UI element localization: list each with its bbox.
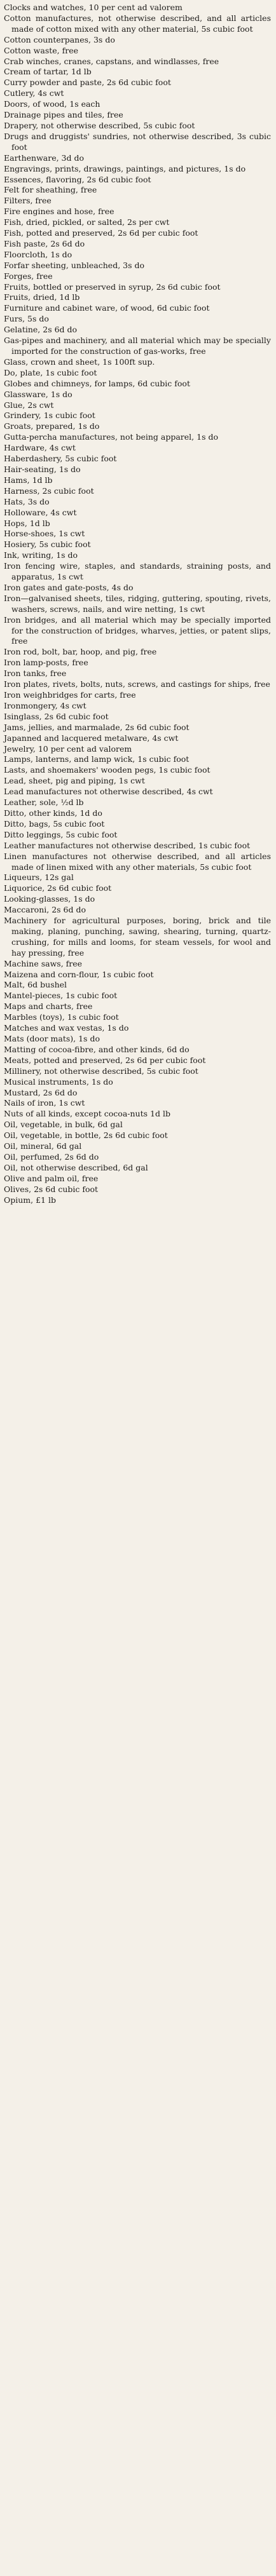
tariff-entry: Floorcloth, 1s do bbox=[4, 249, 72, 259]
tariff-entry: Iron weighbridges for carts, free bbox=[4, 690, 136, 700]
tariff-entry: Matches and wax vestas, 1s do bbox=[4, 1023, 129, 1033]
tariff-entry: Oil, perfumed, 2s 6d do bbox=[4, 1151, 99, 1162]
tariff-entry: Doors, of wood, 1s each bbox=[4, 99, 100, 109]
tariff-entry: Marbles (toys), 1s cubic foot bbox=[4, 1012, 119, 1022]
tariff-entry: Ironmongery, 4s cwt bbox=[4, 700, 86, 710]
tariff-entry: Olive and palm oil, free bbox=[4, 1173, 99, 1183]
tariff-entry: Holloware, 4s cwt bbox=[4, 507, 77, 517]
tariff-entry: Japanned and lacquered metalware, 4s cwt bbox=[4, 733, 179, 743]
tariff-entry: Essences, flavoring, 2s 6d cubic foot bbox=[4, 174, 151, 184]
tariff-entry: Haberdashery, 5s cubic foot bbox=[4, 454, 117, 464]
tariff-entry: Hardware, 4s cwt bbox=[4, 443, 76, 453]
tariff-entry: Lamps, lanterns, and lamp wick, 1s cubic foot bbox=[4, 754, 190, 764]
tariff-entry: Glassware, 1s do bbox=[4, 389, 72, 399]
tariff-entry: Gas-pipes and machinery, and all material which may be specially imported for the construction of gas-works, free bbox=[4, 336, 271, 356]
tariff-entry: Mantel-pieces, 1s cubic foot bbox=[4, 991, 118, 1001]
tariff-entry: Furs, 5s do bbox=[4, 314, 49, 324]
tariff-entry: Iron plates, rivets, bolts, nuts, screws, and castings for ships, free bbox=[4, 679, 270, 689]
tariff-entry: Hops, 1d lb bbox=[4, 518, 50, 528]
tariff-entry: Engravings, prints, drawings, paintings, and pictures, 1s do bbox=[4, 163, 246, 173]
tariff-entry: Meats, potted and preserved, 2s 6d per cubic foot bbox=[4, 1055, 206, 1065]
tariff-entry: Oil, vegetable, in bulk, 6d gal bbox=[4, 1120, 123, 1130]
tariff-entry: Drapery, not otherwise described, 5s cubic foot bbox=[4, 120, 195, 130]
tariff-entry: Isinglass, 2s 6d cubic foot bbox=[4, 711, 109, 721]
tariff-entry: Mats (door mats), 1s do bbox=[4, 1034, 100, 1043]
tariff-entry: Iron gates and gate-posts, 4s do bbox=[4, 582, 134, 592]
tariff-entry: Curry powder and paste, 2s 6d cubic foot bbox=[4, 78, 171, 88]
tariff-entry: Harness, 2s cubic foot bbox=[4, 485, 94, 496]
tariff-entry: Cutlery, 4s cwt bbox=[4, 88, 64, 98]
tariff-entry: Cotton waste, free bbox=[4, 45, 79, 55]
tariff-entry: Ditto, other kinds, 1d do bbox=[4, 808, 102, 818]
tariff-entry: Looking-glasses, 1s do bbox=[4, 894, 95, 904]
tariff-entry: Fruits, bottled or preserved in syrup, 2s 6d cubic foot bbox=[4, 281, 221, 292]
tariff-entry: Iron bridges, and all material which may be specially imported for the construction of bridges, wharves, jetties, or patent slips, free bbox=[4, 614, 271, 646]
tariff-entry: Fish, dried, pickled, or salted, 2s per cwt bbox=[4, 217, 170, 227]
tariff-entry: Iron tanks, free bbox=[4, 668, 67, 679]
tariff-entry: Lead manufactures not otherwise described, 4s cwt bbox=[4, 787, 213, 797]
tariff-entry: Forges, free bbox=[4, 271, 53, 281]
tariff-entry: Fish, potted and preserved, 2s 6d per cubic foot bbox=[4, 228, 198, 238]
tariff-entry: Nuts of all kinds, except cocoa-nuts 1d lb bbox=[4, 1109, 170, 1119]
tariff-entry: Liqueurs, 12s gal bbox=[4, 872, 74, 883]
tariff-entry: Oil, mineral, 6d gal bbox=[4, 1141, 82, 1151]
tariff-entry: Maps and charts, free bbox=[4, 1001, 93, 1012]
tariff-entry: Ditto leggings, 5s cubic foot bbox=[4, 829, 118, 839]
tariff-entry: Lasts, and shoemakers' wooden pegs, 1s cubic foot bbox=[4, 765, 210, 775]
tariff-entry: Nails of iron, 1s cwt bbox=[4, 1098, 85, 1108]
tariff-entry: Malt, 6d bushel bbox=[4, 980, 67, 990]
tariff-entry: Do, plate, 1s cubic foot bbox=[4, 367, 97, 377]
tariff-entry: Hams, 1d lb bbox=[4, 475, 53, 485]
tariff-entry: Hosiery, 5s cubic foot bbox=[4, 539, 91, 550]
tariff-entry: Clocks and watches, 10 per cent ad valorem bbox=[4, 3, 183, 12]
tariff-entry: Machine saws, free bbox=[4, 958, 83, 968]
tariff-entry: Cotton counterpanes, 3s do bbox=[4, 34, 115, 44]
tariff-entry: Crab winches, cranes, capstans, and windlasses, free bbox=[4, 56, 219, 66]
tariff-entry: Iron lamp-posts, free bbox=[4, 658, 88, 668]
tariff-entry: Felt for sheathing, free bbox=[4, 185, 97, 195]
tariff-entry: Lead, sheet, pig and piping, 1s cwt bbox=[4, 776, 145, 786]
tariff-entry: Hats, 3s do bbox=[4, 496, 50, 506]
tariff-entry: Musical instruments, 1s do bbox=[4, 1076, 113, 1087]
tariff-entry: Glass, crown and sheet, 1s 100ft sup. bbox=[4, 356, 155, 367]
tariff-entry: Ditto, bags, 5s cubic foot bbox=[4, 818, 105, 829]
tariff-entry: Drugs and druggists' sundries, not otherwise described, 3s cubic foot bbox=[4, 131, 271, 152]
tariff-entry: Iron fencing wire, staples, and standards, straining posts, and apparatus, 1s cwt bbox=[4, 561, 271, 582]
tariff-entry: Fruits, dried, 1d lb bbox=[4, 292, 80, 302]
tariff-entry: Cotton manufactures, not otherwise described, and all articles made of cotton mixed with any other material, 5s cubic foot bbox=[4, 13, 271, 34]
tariff-entry: Filters, free bbox=[4, 196, 52, 206]
tariff-entry: Horse-shoes, 1s cwt bbox=[4, 529, 85, 539]
tariff-entry: Matting of cocoa-fibre, and other kinds, 6d do bbox=[4, 1044, 190, 1054]
tariff-entry: Olives, 2s 6d cubic foot bbox=[4, 1184, 99, 1194]
tariff-entry: Iron—galvanised sheets, tiles, ridging, guttering, spouting, rivets, washers, screws, nails, and wire netting, 1s cwt bbox=[4, 593, 271, 614]
tariff-entry: Maccaroni, 2s 6d do bbox=[4, 905, 86, 915]
tariff-entry: Oil, vegetable, in bottle, 2s 6d cubic foot bbox=[4, 1130, 168, 1141]
tariff-entry: Liquorice, 2s 6d cubic foot bbox=[4, 883, 112, 893]
tariff-entry: Linen manufactures not otherwise described, and all articles made of linen mixed with any other materials, 5s cubic foot bbox=[4, 851, 271, 872]
tariff-entry: Fish paste, 2s 6d do bbox=[4, 238, 85, 248]
tariff-entry: Jewelry, 10 per cent ad valorem bbox=[4, 743, 132, 754]
tariff-entry: Oil, not otherwise described, 6d gal bbox=[4, 1162, 148, 1172]
tariff-entry: Gelatine, 2s 6d do bbox=[4, 325, 78, 335]
tariff-entry: Forfar sheeting, unbleached, 3s do bbox=[4, 260, 145, 270]
tariff-entry: Globes and chimneys, for lamps, 6d cubic foot bbox=[4, 378, 190, 388]
tariff-entry: Fire engines and hose, free bbox=[4, 207, 114, 217]
tariff-entry: Glue, 2s cwt bbox=[4, 400, 54, 410]
tariff-entry: Machinery for agricultural purposes, boring, brick and tile making, planing, punching, sawing, shearing, turning, quartz-crushing, for mills and looms, for steam vessels, for wool and hay pressing, free bbox=[4, 916, 271, 958]
tariff-entry: Gutta-percha manufactures, not being apparel, 1s do bbox=[4, 432, 218, 442]
tariff-entry: Grindery, 1s cubic foot bbox=[4, 410, 95, 421]
tariff-entry: Jams, jellies, and marmalade, 2s 6d cubic foot bbox=[4, 722, 190, 732]
tariff-entry: Cream of tartar, 1d lb bbox=[4, 67, 92, 77]
tariff-entry: Opium, £1 lb bbox=[4, 1195, 56, 1205]
tariff-entry: Hair-seating, 1s do bbox=[4, 464, 81, 474]
tariff-entry: Earthenware, 3d do bbox=[4, 153, 85, 163]
tariff-entry: Furniture and cabinet ware, of wood, 6d cubic foot bbox=[4, 303, 210, 313]
tariff-entry: Ink, writing, 1s do bbox=[4, 550, 78, 560]
tariff-entry: Mustard, 2s 6d do bbox=[4, 1087, 78, 1097]
tariff-entry: Leather manufactures not otherwise described, 1s cubic foot bbox=[4, 840, 251, 850]
tariff-entry: Leather, sole, ½d lb bbox=[4, 797, 84, 808]
tariff-entry: Iron rod, bolt, bar, hoop, and pig, free bbox=[4, 647, 157, 657]
tariff-entry: Drainage pipes and tiles, free bbox=[4, 110, 123, 120]
tariff-entry: Groats, prepared, 1s do bbox=[4, 421, 100, 431]
tariff-entry: Maizena and corn-flour, 1s cubic foot bbox=[4, 969, 154, 979]
tariff-entry: Millinery, not otherwise described, 5s cubic foot bbox=[4, 1066, 198, 1076]
